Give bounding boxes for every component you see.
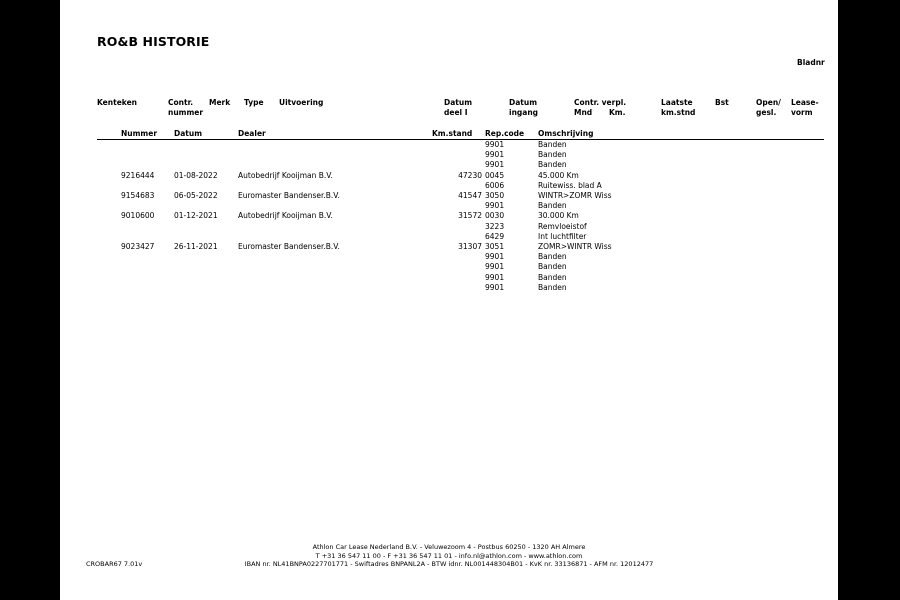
cell-datum: 26-11-2021 [174,242,218,251]
header-contr-line1: Contr. [168,98,194,107]
header-contr-verpl: Contr. verpl. [574,98,627,107]
cell-omschrijving: Banden [538,140,567,149]
header-datum-ingang-line1: Datum [509,98,538,107]
header-rule [97,139,824,140]
cell-repcode: 9901 [485,282,505,292]
cell-nummer: 9216444 [121,170,155,180]
header-datum-ingang-line2: ingang [509,108,539,117]
cell-omschrijving: Remvloeistof [538,221,587,231]
header-laatste-line1: Laatste [661,98,693,107]
cell-repcode: 9901 [485,150,505,160]
subheader-omschrijving: Omschrijving [538,129,594,138]
cell-omschrijving: ZOMR>WINTR Wiss [538,242,612,251]
cell-repcode: 6006 [485,180,505,190]
header-datum-ingang [509,98,538,118]
header-type: Type [244,98,264,107]
subheader-dealer: Dealer [238,129,266,138]
cell-omschrijving: Banden [538,262,567,272]
header-laatste-km [661,98,695,118]
header-open-line2: gesl. [756,108,777,117]
cell-datum: 01-08-2022 [174,170,218,180]
header-bst: Bst [715,98,729,107]
cell-repcode: 9901 [485,201,505,211]
header-leasevorm [791,98,819,118]
cell-dealer: Euromaster Bandenser.B.V. [238,242,340,251]
footer-company: Athlon Car Lease Nederland B.V. - Veluwezoom 4 - Postbus 60250 - 1320 AH Almere [312,543,586,551]
subheader-nummer: Nummer [121,129,158,138]
header-contr-nummer [168,98,203,118]
form-code: CROBAR67 7.01v [86,560,143,568]
header-datum-deel [444,98,472,118]
cell-kmstand: 47230 [458,170,482,180]
header-lease-line1: Lease- [791,98,819,107]
header-open-gesl [756,98,781,118]
cell-omschrijving: Banden [538,272,567,282]
header-datum-deel-line1: Datum [444,98,473,107]
header-contr-line2: nummer [168,108,204,117]
cell-datum: 06-05-2022 [174,191,218,200]
cell-omschrijving: Banden [538,201,567,211]
cell-nummer: 9154683 [121,191,155,200]
cell-repcode: 9901 [485,262,505,272]
cell-omschrijving: Banden [538,252,567,262]
cell-kmstand: 41547 [458,191,482,200]
cell-repcode: 0030 [485,211,505,221]
header-lease-line2: vorm [791,108,813,117]
cell-repcode: 9901 [485,272,505,282]
cell-omschrijving: WINTR>ZOMR Wiss [538,191,612,200]
cell-omschrijving: 45.000 Km [538,170,579,180]
cell-repcode: 3050 [485,191,505,200]
subheader-kmstand: Km.stand [432,129,473,138]
cell-dealer: Autobedrijf Kooijman B.V. [238,211,333,221]
cell-omschrijving: Int luchtfilter [538,231,587,241]
cell-omschrijving: Banden [538,160,567,170]
footer-contact: T +31 36 547 11 00 - F +31 36 547 11 01 - info.nl@athlon.com - www.athlon.com [315,552,583,560]
header-open-line1: Open/ [756,98,781,107]
footer-bank: IBAN nr. NL41BNPA0227701771 - Swiftadres BNPANL2A - BTW idnr. NL001448304B01 - KvK nr. 33136871 - AFM nr. 12012477 [244,560,654,568]
cell-omschrijving: Ruitewiss. blad A [538,180,602,190]
page-title: RO&B HISTORIE [97,34,210,49]
cell-kmstand: 31307 [458,242,482,251]
header-laatste-line2: km.stnd [661,108,696,117]
cell-repcode: 6429 [485,231,505,241]
bladnr-label: Bladnr [797,58,825,67]
cell-repcode: 9901 [485,140,505,149]
cell-repcode: 9901 [485,252,505,262]
header-kenteken: Kenteken [97,98,137,107]
cell-omschrijving: Banden [538,150,567,160]
subheader-datum: Datum [174,129,203,138]
cell-repcode: 9901 [485,160,505,170]
cell-nummer: 9010600 [121,211,155,221]
document-page [60,0,838,600]
cell-kmstand: 31572 [458,211,482,221]
header-merk: Merk [209,98,231,107]
cell-dealer: Autobedrijf Kooijman B.V. [238,170,333,180]
header-km: Km. [609,108,626,117]
cell-datum: 01-12-2021 [174,211,218,221]
header-uitvoering: Uitvoering [279,98,324,107]
cell-omschrijving: 30.000 Km [538,211,579,221]
cell-repcode: 3051 [485,242,505,251]
cell-omschrijving: Banden [538,282,567,292]
header-datum-deel-line2: deel I [444,108,468,117]
subheader-repcode: Rep.code [485,129,525,138]
cell-dealer: Euromaster Bandenser.B.V. [238,191,340,200]
cell-nummer: 9023427 [121,242,155,251]
cell-repcode: 0045 [485,170,505,180]
cell-repcode: 3223 [485,221,505,231]
header-mnd: Mnd [574,108,593,117]
